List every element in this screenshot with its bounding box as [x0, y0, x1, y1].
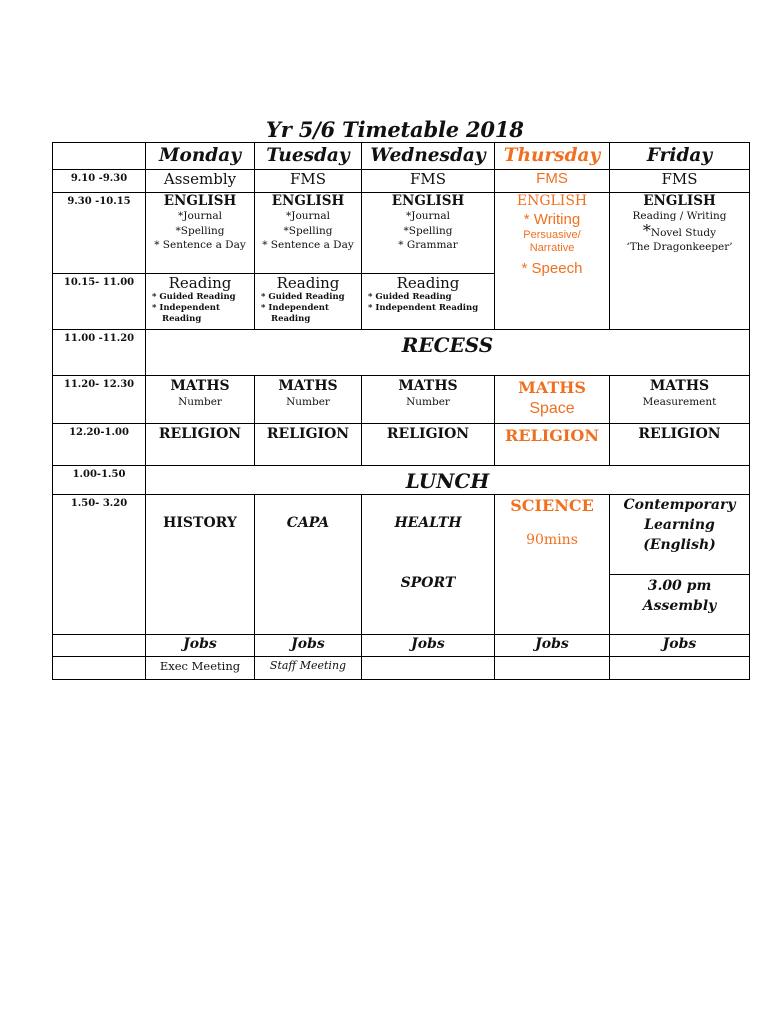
spelling-text: *Spelling [175, 224, 225, 237]
maths-heading: MATHS [398, 378, 458, 394]
independent-reading: * Independent [261, 303, 329, 313]
time-label: 9.10 -9.30 [53, 170, 146, 193]
empty-time-cell [53, 657, 146, 680]
maths-heading: MATHS [278, 378, 338, 394]
writing-text: * Writing [523, 211, 581, 228]
cell-monday-assembly: Assembly [146, 170, 255, 193]
cell-friday-maths [610, 376, 750, 424]
journal-text: *Journal [406, 210, 450, 222]
maths-heading: MATHS [518, 378, 586, 397]
row-maths [53, 376, 750, 424]
maths-topic: Number [406, 396, 450, 408]
maths-topic: Number [178, 396, 222, 408]
header-row [53, 143, 750, 170]
timetable [52, 142, 750, 680]
cell-thursday-jobs: Jobs [495, 635, 610, 657]
cell-tuesday-meeting: Staff Meeting [255, 657, 362, 680]
friday-assembly-text: 3.00 pm Assembly [642, 578, 717, 614]
day-monday: Monday [146, 143, 255, 170]
time-label: 1.50- 3.20 [53, 495, 146, 635]
capa-text: CAPA [286, 515, 330, 531]
row-meetings [53, 657, 750, 680]
cell-thursday-afternoon [495, 495, 610, 635]
grammar-text: * Grammar [398, 239, 458, 251]
time-label: 10.15- 11.00 [53, 274, 146, 330]
cell-wednesday-jobs: Jobs [362, 635, 495, 657]
science-text: SCIENCE [510, 496, 594, 515]
english-heading: ENGLISH [271, 193, 345, 209]
row-religion [53, 424, 750, 466]
reading-heading: Reading [396, 274, 460, 292]
cell-tuesday-english [255, 193, 362, 274]
independent-reading-full: * Independent Reading [368, 303, 479, 313]
maths-topic: Number [286, 396, 330, 408]
sentence-text: * Sentence a Day [154, 239, 246, 251]
journal-text: *Journal [178, 210, 222, 222]
cell-tuesday-fms: FMS [255, 170, 362, 193]
health-text: HEALTH [394, 515, 462, 531]
reading-word: Reading [271, 314, 311, 324]
cell-friday-religion: RELIGION [610, 424, 750, 466]
cell-monday-meeting: Exec Meeting [146, 657, 255, 680]
cell-wednesday-reading [362, 274, 495, 330]
sentence-text: * Sentence a Day [262, 239, 354, 251]
cell-thursday-maths [495, 376, 610, 424]
time-label: 9.30 -10.15 [53, 193, 146, 274]
time-label: 11.00 -11.20 [53, 330, 146, 376]
reading-word: Reading [162, 314, 202, 324]
cell-tuesday-jobs: Jobs [255, 635, 362, 657]
day-wednesday: Wednesday [362, 143, 495, 170]
sport-text: SPORT [400, 575, 456, 591]
time-label: 12.20-1.00 [53, 424, 146, 466]
row-afternoon-a [53, 495, 750, 575]
lunch-banner: LUNCH [146, 466, 750, 495]
row-recess [53, 330, 750, 376]
cell-thursday-meeting [495, 657, 610, 680]
reading-heading: Reading [276, 274, 340, 292]
cell-thursday-religion: RELIGION [495, 424, 610, 466]
cell-tuesday-reading [255, 274, 362, 330]
corner-cell [53, 143, 146, 170]
cell-wednesday-fms: FMS [362, 170, 495, 193]
genres-text: Persuasive/ Narrative [523, 229, 581, 254]
cell-friday-meeting [610, 657, 750, 680]
contemporary-text: Contemporary Learning (English) [623, 497, 736, 553]
reading-heading: Reading [168, 274, 232, 292]
day-thursday: Thursday [495, 143, 610, 170]
spelling-text: *Spelling [403, 224, 453, 237]
cell-tuesday-religion: RELIGION [255, 424, 362, 466]
english-heading: ENGLISH [391, 193, 465, 209]
day-friday: Friday [610, 143, 750, 170]
maths-heading: MATHS [649, 378, 710, 394]
english-heading: ENGLISH [516, 193, 588, 209]
english-heading: ENGLISH [643, 193, 716, 209]
cell-friday-contemporary [610, 495, 750, 575]
recess-banner: RECESS [146, 330, 750, 376]
time-label: 1.00-1.50 [53, 466, 146, 495]
novel-study-text [610, 220, 749, 241]
guided-reading: * Guided Reading [261, 292, 345, 302]
maths-topic: Measurement [642, 396, 717, 408]
cell-wednesday-maths [362, 376, 495, 424]
cell-wednesday-afternoon [362, 495, 495, 635]
cell-monday-english [146, 193, 255, 274]
cell-monday-religion: RELIGION [146, 424, 255, 466]
empty-time-cell [53, 635, 146, 657]
english-heading: ENGLISH [163, 193, 237, 209]
row-english [53, 193, 750, 274]
guided-reading: * Guided Reading [152, 292, 236, 302]
cell-tuesday-maths [255, 376, 362, 424]
novel-study-label: Novel Study [650, 226, 717, 239]
time-label: 11.20- 12.30 [53, 376, 146, 424]
history-text: HISTORY [163, 515, 237, 531]
journal-text: *Journal [286, 210, 330, 222]
cell-tuesday-afternoon [255, 495, 362, 635]
page-title: Yr 5/6 Timetable 2018 [266, 117, 524, 142]
cell-wednesday-religion: RELIGION [362, 424, 495, 466]
asterisk: * [642, 220, 651, 240]
row-assembly [53, 170, 750, 193]
science-duration: 90mins [526, 532, 578, 548]
cell-thursday-fms: FMS [495, 170, 610, 193]
cell-wednesday-english [362, 193, 495, 274]
cell-thursday-english [495, 193, 610, 330]
reading-writing-text: Reading / Writing [632, 210, 727, 222]
guided-reading: * Guided Reading [368, 292, 452, 302]
cell-friday-english [610, 193, 750, 330]
cell-friday-assembly [610, 575, 750, 635]
cell-friday-jobs: Jobs [610, 635, 750, 657]
row-lunch [53, 466, 750, 495]
spelling-text: *Spelling [283, 224, 333, 237]
cell-friday-fms: FMS [610, 170, 750, 193]
speech-text: * Speech [521, 260, 583, 277]
cell-monday-reading [146, 274, 255, 330]
cell-wednesday-meeting [362, 657, 495, 680]
maths-topic: Space [529, 400, 575, 417]
cell-monday-afternoon [146, 495, 255, 635]
cell-monday-jobs: Jobs [146, 635, 255, 657]
book-title: ‘The Dragonkeeper’ [626, 241, 733, 253]
day-tuesday: Tuesday [255, 143, 362, 170]
independent-reading: * Independent [152, 303, 220, 313]
row-jobs [53, 635, 750, 657]
cell-monday-maths [146, 376, 255, 424]
maths-heading: MATHS [170, 378, 230, 394]
